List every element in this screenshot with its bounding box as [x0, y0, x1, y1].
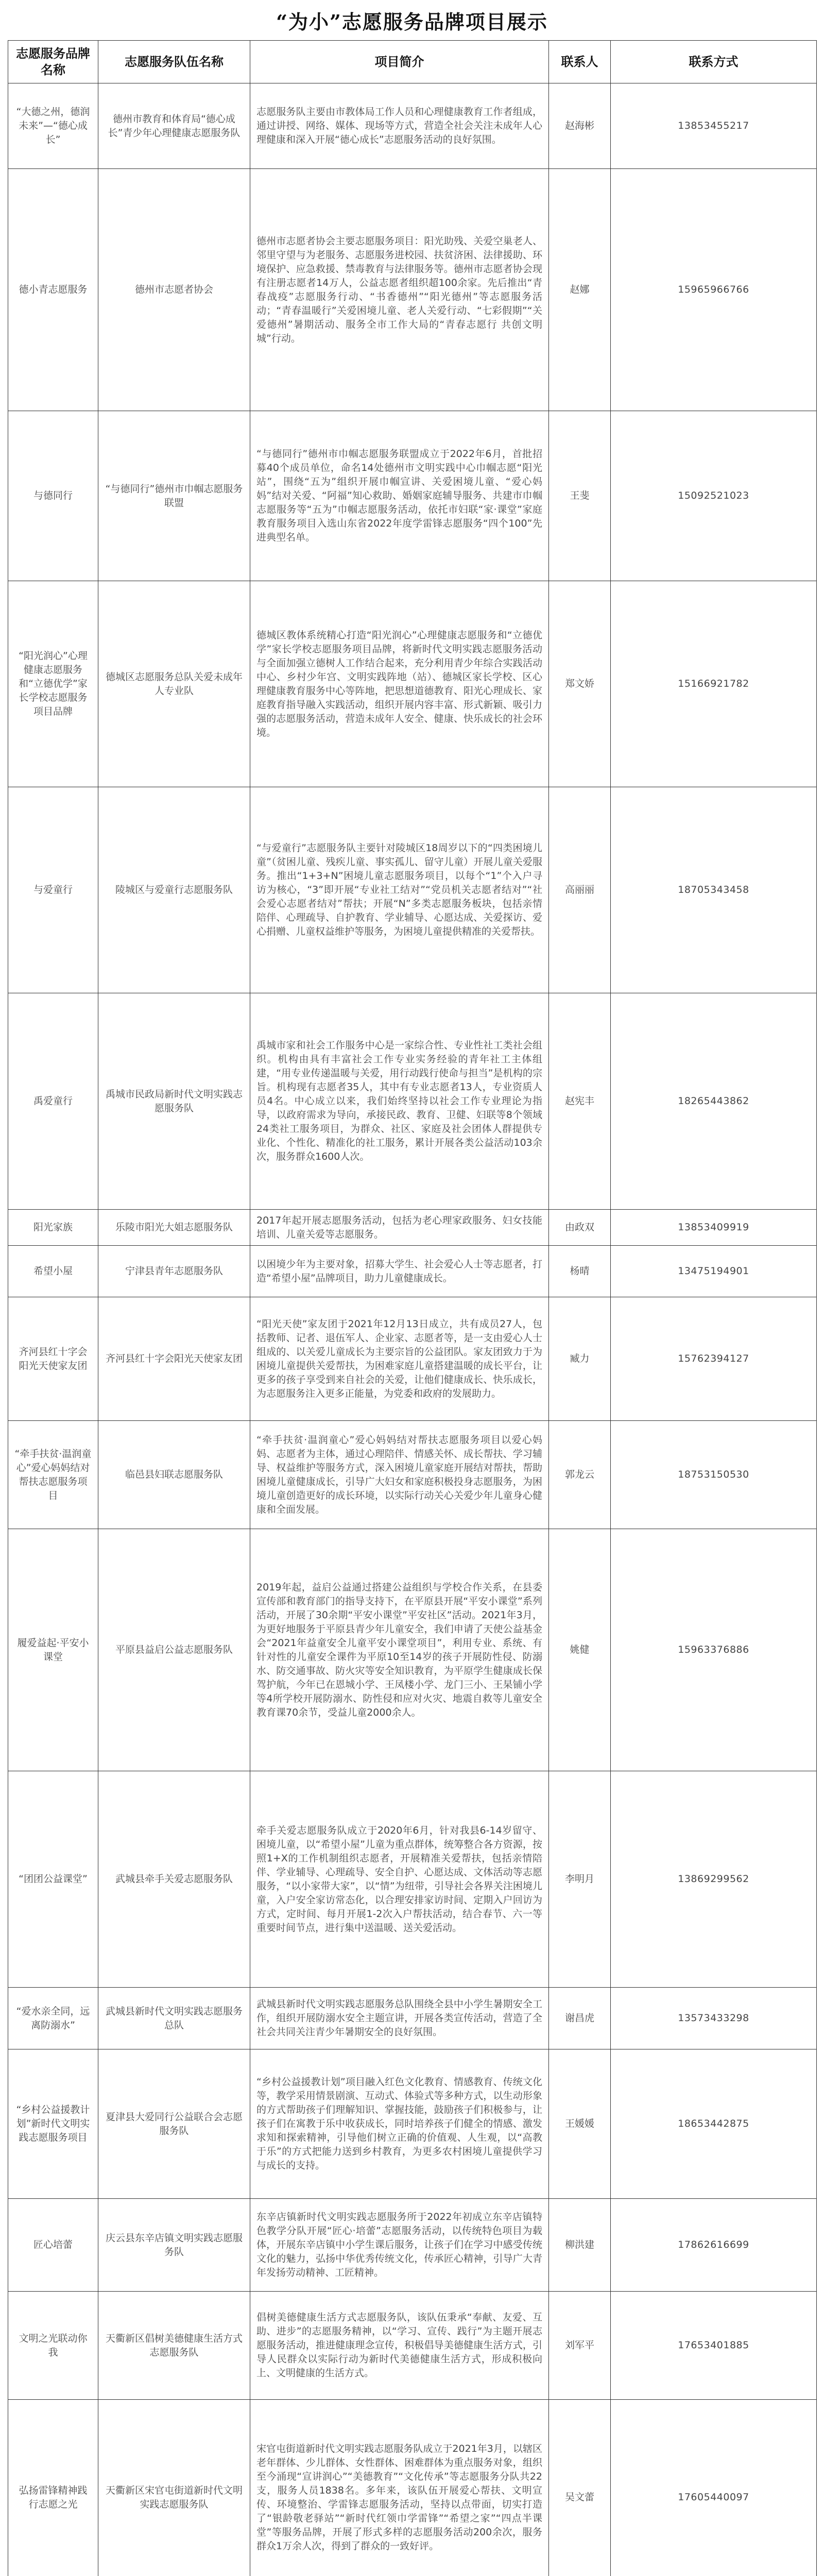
intro-cell: 武城县新时代文明实践志愿服务总队围绕全县中小学生暑期安全工作，组织开展防溺水安全主题宣讲，开展各类宣传活动，营造了全社会共同关注青少年暑期安全的良好氛围。	[250, 1988, 549, 2049]
contact-cell: 由政双	[549, 1210, 611, 1246]
team-name-cell: 临邑县妇联志愿服务队	[98, 1421, 250, 1529]
team-name-cell: 庆云县东辛店镇文明实践志愿服务队	[98, 2199, 250, 2292]
intro-cell: 志愿服务队主要由市教体局工作人员和心理健康教育工作者组成，通过讲授、网络、媒体、现场等方式，营造全社会关注未成年人心理健康和深入开展“德心成长”志愿服务活动的良好氛围。	[250, 83, 549, 169]
brand-name-cell: “阳光润心”心理健康志愿服务和“立德优学”家长学校志愿服务项目品牌	[8, 581, 98, 787]
table-row	[8, 2400, 817, 2576]
contact-cell: 李明月	[549, 1771, 611, 1988]
table-row	[8, 1246, 817, 1297]
table-row	[8, 993, 817, 1210]
team-name-cell: 武城县新时代文明实践志愿服务总队	[98, 1988, 250, 2049]
table-row	[8, 411, 817, 581]
table-row	[8, 1421, 817, 1529]
intro-cell: 牵手关爱志愿服务队成立于2020年6月，针对我县6-14岁留守、困境儿童，以“希望小屋”儿童为重点群体，统筹整合各方资源，按照1+X的工作机制组织志愿者，开展精准关爱帮扶，包括亲情陪伴、学业辅导、心理疏导、安全自护、心愿达成、文体活动等志愿服务，“以小家带大家”，以“情”为纽带，引导社会各界关注困境儿童，入户安全家访常态化，以合理安排家访时间、定期入户回访为方式，定时间、每月开展1-2次入户帮扶活动，结合春节、六一等重要时间节点，进行集中送温暖、送关爱活动。	[250, 1771, 549, 1988]
brand-name-cell: 与德同行	[8, 411, 98, 581]
intro-cell: 德州市志愿者协会主要志愿服务项目：阳光助残、关爱空巢老人、邻里守望与为老服务、志愿服务进校园、扶贫济困、法律援助、环境保护、应急救援、禁毒教育与法律服务等。德州市志愿者协会现有注册志愿者14万人，公益志愿者组织超100余家。先后推出“青春战疫”志愿服务行动、“书香德州”“阳光德州”等志愿服务活动；“青春温暖行”关爱困境儿童、老人关爱行动、“七彩假期”“关爱德州”暑期活动、服务全市工作大局的“青春志愿行 共创文明城”行动。	[250, 169, 549, 411]
table-row	[8, 1771, 817, 1988]
contact-cell: 姚健	[549, 1529, 611, 1771]
team-name-cell: 天衢新区倡树美德健康生活方式志愿服务队	[98, 2292, 250, 2400]
brand-name-cell: 匠心培蕾	[8, 2199, 98, 2292]
intro-cell: 倡树美德健康生活方式志愿服务队，该队伍秉承“奉献、友爱、互助、进步”的志愿服务精神，以“学习、宣传、践行”为主题开展志愿服务活动，推进健康理念宣传，积极倡导美德健康生活方式，引导人民群众以实际行动为新时代美德健康生活方式，形成积极向上、文明健康的生活方式。	[250, 2292, 549, 2400]
contact-cell: 赵娜	[549, 169, 611, 411]
contact-cell: 刘军平	[549, 2292, 611, 2400]
team-name-cell: 天衢新区宋官屯街道新时代文明实践志愿服务队	[98, 2400, 250, 2576]
header-intro: 项目简介	[250, 41, 549, 83]
team-name-cell: 德城区志愿服务总队关爱未成年人专业队	[98, 581, 250, 787]
contact-cell: 高丽丽	[549, 787, 611, 993]
phone-cell: 18265443862	[611, 993, 817, 1210]
phone-cell: 18653442875	[611, 2049, 817, 2199]
contact-cell: 柳洪建	[549, 2199, 611, 2292]
phone-cell: 15762394127	[611, 1297, 817, 1421]
contact-cell: 郑文娇	[549, 581, 611, 787]
intro-cell: 东辛店镇新时代文明实践志愿服务所于2022年初成立东辛店镇特色教学分队开展“匠心·培蕾”志愿服务活动，以传统特色项目为载体，开展东辛店镇中小学生课后服务，让孩子们在学习中感受传统文化的魅力，弘扬中华优秀传统文化，传承匠心精神，引导广大青年发扬劳动精神、工匠精神。	[250, 2199, 549, 2292]
phone-cell: 15963376886	[611, 1529, 817, 1771]
brand-name-cell: 文明之光联动你我	[8, 2292, 98, 2400]
brand-name-cell: “乡村公益援教计划”新时代文明实践志愿服务项目	[8, 2049, 98, 2199]
header-brand: 志愿服务品牌名称	[8, 41, 98, 83]
team-name-cell: 齐河县红十字会阳光天使家友团	[98, 1297, 250, 1421]
header-phone: 联系方式	[611, 41, 817, 83]
phone-cell: 13475194901	[611, 1246, 817, 1297]
team-name-cell: 平原县益启公益志愿服务队	[98, 1529, 250, 1771]
brand-name-cell: “大德之州，德润未来”—“德心成长”	[8, 83, 98, 169]
intro-cell: “阳光天使”家友团于2021年12月13日成立，共有成员27人，包括教师、记者、退伍军人、企业家、志愿者等，是一支由爱心人士组成的、以关爱儿童成长为主要宗旨的公益团队。家友团致力于为困境儿童提供关爱帮扶，为困难家庭儿童搭建温暖的成长平台，让更多的孩子享受到来自社会的关爱，让他们健康成长、快乐成长，为志愿服务注入更多正能量，为党委和政府的发展助力。	[250, 1297, 549, 1421]
table-row	[8, 1529, 817, 1771]
table-row	[8, 1210, 817, 1246]
phone-cell: 17605440097	[611, 2400, 817, 2576]
contact-cell: 杨晴	[549, 1246, 611, 1297]
phone-cell: 13869299562	[611, 1771, 817, 1988]
header-team: 志愿服务队伍名称	[98, 41, 250, 83]
phone-cell: 17653401885	[611, 2292, 817, 2400]
intro-cell: “牵手扶贫·温润童心”爱心妈妈结对帮扶志愿服务项目以爱心妈妈、志愿者为主体，通过心理陪伴、情感关怀、成长帮扶、学习辅导、权益维护等服务方式，深入困境儿童家庭开展结对帮扶，帮助困境儿童健康成长，引导广大妇女和家庭积极投身志愿服务，为困境儿童创造更好的成长环境，以实际行动关心关爱少年儿童身心健康和全面发展。	[250, 1421, 549, 1529]
contact-cell: 赵海彬	[549, 83, 611, 169]
contact-cell: 王斐	[549, 411, 611, 581]
phone-cell: 13853455217	[611, 83, 817, 169]
page-title: “为小”志愿服务品牌项目展示	[276, 10, 548, 33]
intro-cell: “与爱童行”志愿服务队主要针对陵城区18周岁以下的“四类困境儿童”（贫困儿童、残疾儿童、事实孤儿、留守儿童）开展儿童关爱服务。推出“1+3+N”困境儿童志愿服务项目，以每个“1”个入户寻访为核心，“3”即开展“专业社工结对”“党员机关志愿者结对”“社会爱心志愿者结对”帮扶；开展“N”多类志愿服务板块，包括亲情陪伴、心理疏导、自护教育、学业辅导、心愿达成、关爱探访、爱心捐赠、儿童权益维护等服务，为困境儿童提供精准的关爱帮扶。	[250, 787, 549, 993]
team-name-cell: 德州市教育和体育局“德心成长”青少年心理健康志愿服务队	[98, 83, 250, 169]
brand-name-cell: 履爱益起·平安小课堂	[8, 1529, 98, 1771]
phone-cell: 13853409919	[611, 1210, 817, 1246]
phone-cell: 13573433298	[611, 1988, 817, 2049]
contact-cell: 王媛媛	[549, 2049, 611, 2199]
table-row	[8, 83, 817, 169]
phone-cell: 15092521023	[611, 411, 817, 581]
intro-cell: 德城区教体系统精心打造“阳光润心”心理健康志愿服务和“立德优学”家长学校志愿服务项目品牌，将新时代文明实践志愿服务活动与全面加强立德树人工作结合起来，充分利用青少年综合实践活动中心、乡村少年宫、文明实践阵地（站）、德城区家长学校、区心理健康教育服务中心等阵地，把思想道德教育、阳光心理成长、家庭教育指导融入实践活动，组织开展内容丰富、形式新颖、吸引力强的志愿服务活动，营造未成年人安全、健康、快乐成长的社会环境。	[250, 581, 549, 787]
team-name-cell: 武城县牵手关爱志愿服务队	[98, 1771, 250, 1988]
brand-name-cell: “牵手扶贫·温润童心”爱心妈妈结对帮扶志愿服务项目	[8, 1421, 98, 1529]
table-row	[8, 169, 817, 411]
brand-name-cell: 与爱童行	[8, 787, 98, 993]
brand-project-table	[8, 40, 817, 2576]
header-contact: 联系人	[549, 41, 611, 83]
contact-cell: 赵宪丰	[549, 993, 611, 1210]
table-row	[8, 787, 817, 993]
table-row	[8, 2292, 817, 2400]
intro-cell: 2019年起，益启公益通过搭建公益组织与学校合作关系，在县委宣传部和教育部门的指导支持下，在平原县开展“平安小课堂”系列活动，开展了30余期“平安小课堂”平安社区”活动。2021年3月，为更好地服务于平原县青少年儿童安全，我们申请了天使公益基金会“2021年益童安全儿童平安小课堂项目”，利用专业、系统、有针对性的儿童安全课件为平原10至14岁的孩子开展防性侵、防溺水、防交通事故、防火灾等安全知识教育，为平原学生健康成长保驾护航，今年已在恩城小学、王凤楼小学、龙门三小、王杲铺小学等4所学校开展防溺水、防性侵和应对火灾、地震自救等儿童安全教育课70余节，受益儿童2000余人。	[250, 1529, 549, 1771]
table-row	[8, 581, 817, 787]
team-name-cell: 德州市志愿者协会	[98, 169, 250, 411]
intro-cell: 禹城市家和社会工作服务中心是一家综合性、专业性社工类社会组织。机构由具有丰富社会工作专业实务经验的青年社工主体组建，“用专业传递温暖与关爱，用行动践行使命与担当”是机构的宗旨。机构现有志愿者35人，其中有专业志愿者13人，专业资质人员4名。中心成立以来，我们始终坚持以社会工作专业理论为指导，以政府需求为导向，承接民政、教育、卫健、妇联等8个领域24类社工服务项目，为群众、社区、家庭及社会团体人群提供专业化、个性化、精准化的社工服务，累计开展各类公益活动103余次，服务群众1600人次。	[250, 993, 549, 1210]
phone-cell: 15166921782	[611, 581, 817, 787]
contact-cell: 谢昌虎	[549, 1988, 611, 2049]
intro-cell: “乡村公益援教计划”项目融入红色文化教育、情感教育、传统文化等，教学采用情景剧演、互动式、体验式等多种方式，以生动形象的方式帮助孩子们理解知识、掌握技能，鼓励孩子们积极参与，让孩子们在寓教于乐中收获成长，同时培养孩子们健全的情感、激发求知和探索精神，引导他们树立正确的价值观、人生观，以“高教于乐”的方式把能力送到乡村教育，为更多农村困境儿童提供学习与成长的支持。	[250, 2049, 549, 2199]
intro-cell: 宋官屯街道新时代文明实践志愿服务队成立于2021年3月，以辖区老年群体、少儿群体、女性群体、困难群体为重点服务对象，组织至今涌现“宣讲润心”“美德教育”“文化传承”等志愿服务分队共22支，服务人员1838名。多年来，该队伍开展爱心帮扶、文明宣传、环境整治、学雷锋志愿服务活动，坚持以点带面，切实打造了“银龄敬老驿站”“新时代红领巾学雷锋”“希望之家”“四点半课堂”等服务品牌，开展了形式多样的志愿服务活动200余次，服务群众1万余人次，得到了群众的一致好评。	[250, 2400, 549, 2576]
team-name-cell: “与德同行”德州市巾帼志愿服务联盟	[98, 411, 250, 581]
brand-name-cell: 弘扬雷锋精神践行志愿之光	[8, 2400, 98, 2576]
brand-name-cell: 德小青志愿服务	[8, 169, 98, 411]
brand-name-cell: “爱水亲全同，远离防溺水”	[8, 1988, 98, 2049]
intro-cell: “与德同行”德州市巾帼志愿服务联盟成立于2022年6月，首批招募40个成员单位，命名14处德州市文明实践中心巾帼志愿“阳光站”，围绕“五为”组织开展巾帼宣讲、关爱困境儿童、“爱心妈妈”结对关爱、“阿福”知心救助、婚姻家庭辅导服务、共建市巾帼志愿服务等“五为”巾帼志愿服务活动，依托市妇联“家·课堂”家庭教育服务项目入选山东省2022年度学雷锋志愿服务“四个100”先进典型名单。	[250, 411, 549, 581]
table-row	[8, 2199, 817, 2292]
contact-cell: 郭龙云	[549, 1421, 611, 1529]
phone-cell: 15965966766	[611, 169, 817, 411]
team-name-cell: 陵城区与爱童行志愿服务队	[98, 787, 250, 993]
brand-name-cell: 希望小屋	[8, 1246, 98, 1297]
table-header-row	[8, 41, 817, 83]
brand-name-cell: 齐河县红十字会阳光天使家友团	[8, 1297, 98, 1421]
phone-cell: 18753150530	[611, 1421, 817, 1529]
table-row	[8, 2049, 817, 2199]
phone-cell: 17862616699	[611, 2199, 817, 2292]
team-name-cell: 宁津县青年志愿服务队	[98, 1246, 250, 1297]
team-name-cell: 乐陵市阳光大姐志愿服务队	[98, 1210, 250, 1246]
intro-cell: 2017年起开展志愿服务活动，包括为老心理家政服务、妇女技能培训、儿童关爱等志愿服务。	[250, 1210, 549, 1246]
contact-cell: 吴文蕾	[549, 2400, 611, 2576]
team-name-cell: 禹城市民政局新时代文明实践志愿服务队	[98, 993, 250, 1210]
table-row	[8, 1297, 817, 1421]
brand-name-cell: 阳光家族	[8, 1210, 98, 1246]
table-row	[8, 1988, 817, 2049]
intro-cell: 以困境少年为主要对象，招募大学生、社会爱心人士等志愿者，打造“希望小屋”品牌项目，助力儿童健康成长。	[250, 1246, 549, 1297]
contact-cell: 臧力	[549, 1297, 611, 1421]
brand-name-cell: “团团公益课堂”	[8, 1771, 98, 1988]
phone-cell: 18705343458	[611, 787, 817, 993]
team-name-cell: 夏津县大爱同行公益联合会志愿服务队	[98, 2049, 250, 2199]
brand-name-cell: 禹爱童行	[8, 993, 98, 1210]
